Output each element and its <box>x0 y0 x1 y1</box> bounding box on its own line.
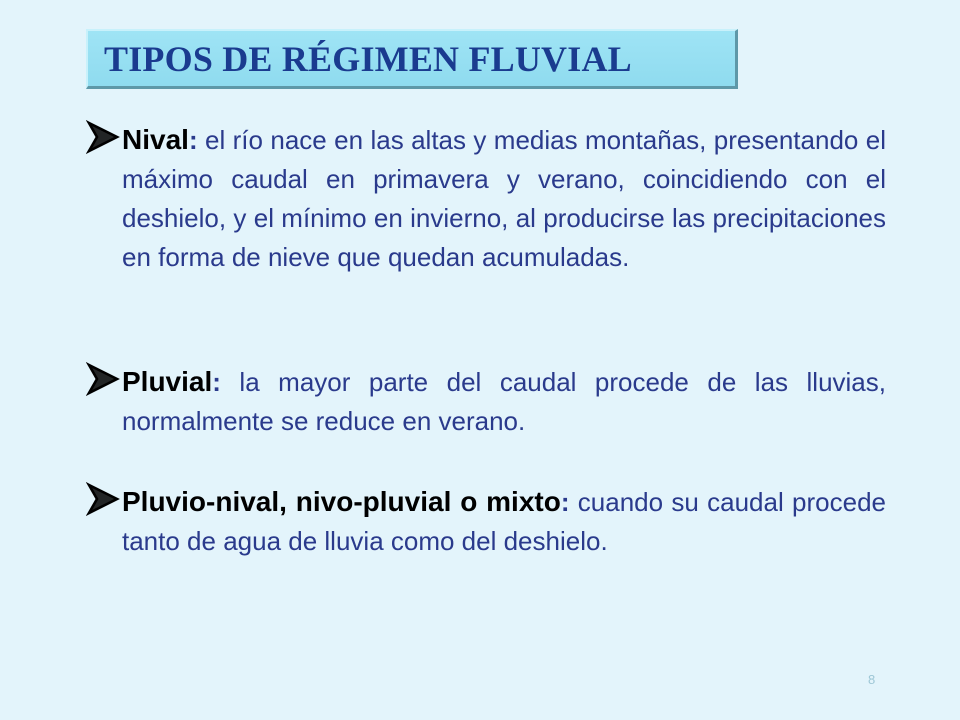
bullet-description: cuando su caudal procede tanto de agua de lluvia como del deshielo. <box>122 487 886 556</box>
bullet-term: Pluvial <box>122 366 213 397</box>
bullet-item-nival <box>86 120 886 277</box>
title-box <box>86 29 738 89</box>
bullet-text <box>122 362 886 441</box>
term-separator: : <box>560 487 570 517</box>
bullet-item-pluvial <box>86 362 886 441</box>
arrow-bullet-icon <box>86 482 120 516</box>
bullet-description: la mayor parte del caudal procede de las lluvias, normalmente se reduce en verano. <box>122 367 886 436</box>
bullet-term: Nival <box>122 124 189 155</box>
slide-title: TIPOS DE RÉGIMEN FLUVIAL <box>104 39 632 79</box>
bullet-description: el río nace en las altas y medias montañas, presentando el máximo caudal en primavera y verano, coincidiendo con el deshielo, y el mínimo en invierno, al producirse las precipitaciones en forma de nieve que quedan acumuladas. <box>122 125 886 272</box>
arrow-bullet-icon <box>86 362 120 396</box>
term-separator: : <box>188 125 198 155</box>
bullet-term: Pluvio-nival, nivo-pluvial o mixto <box>122 486 561 517</box>
arrow-bullet-icon <box>86 120 120 154</box>
bullet-text <box>122 120 886 277</box>
page-number: 8 <box>868 672 876 687</box>
bullet-item-mixto <box>86 482 886 561</box>
term-separator: : <box>212 367 221 397</box>
bullet-text <box>122 482 886 561</box>
